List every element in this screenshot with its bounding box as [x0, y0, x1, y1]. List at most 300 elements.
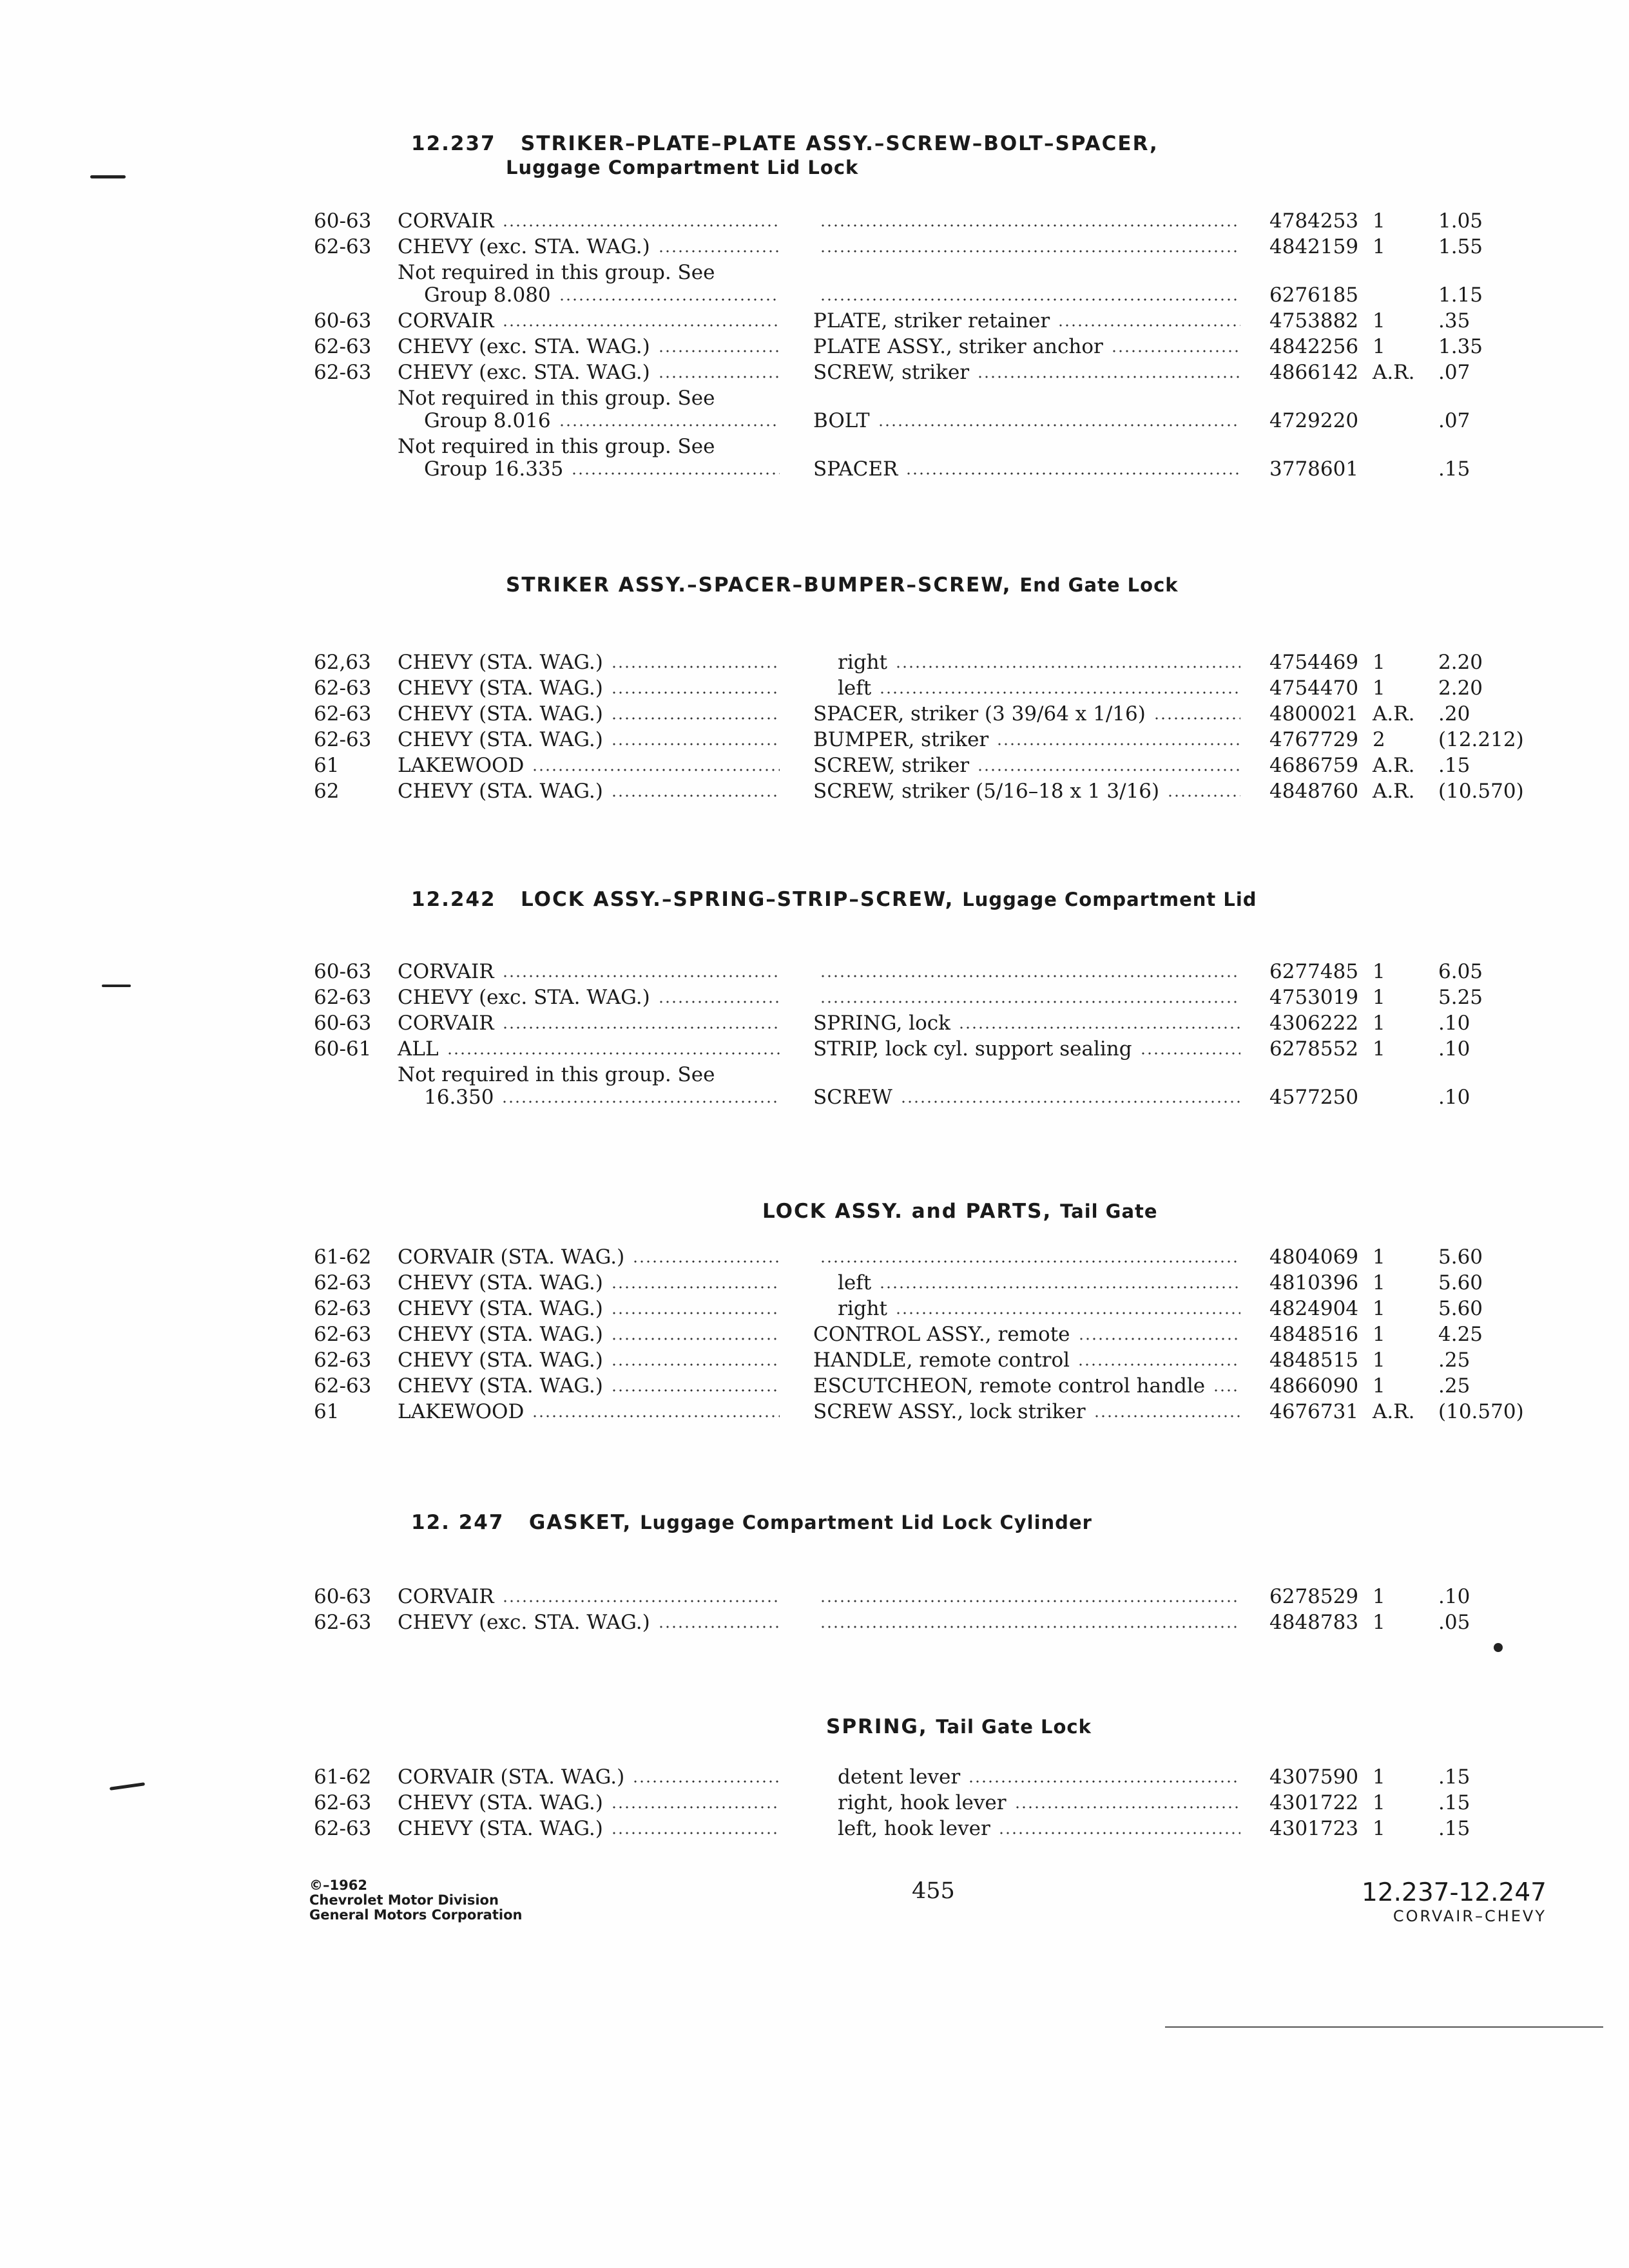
- part-number-cell: 4306222: [1269, 1012, 1359, 1035]
- table-row: [0, 1323, 1629, 1349]
- leader-dots: [820, 1260, 1240, 1264]
- description-cell: PLATE ASSY., striker anchor: [813, 335, 1103, 358]
- binder-hole-mark: [90, 175, 126, 178]
- table-row: [0, 387, 1629, 412]
- description-cell: left: [838, 677, 872, 700]
- price-cell: .15: [1438, 754, 1470, 777]
- part-number-cell: 4767729: [1269, 728, 1359, 751]
- price-cell: 1.15: [1438, 284, 1483, 307]
- price-cell: .10: [1438, 1012, 1470, 1035]
- table-row: [0, 728, 1629, 754]
- quantity-cell: 1: [1373, 1817, 1385, 1840]
- leader-dots: [820, 1000, 1240, 1004]
- table-row: [0, 235, 1629, 261]
- part-number-cell: 4676731: [1269, 1400, 1359, 1423]
- table-row: [0, 1012, 1629, 1037]
- application-cell: CHEVY (STA. WAG.): [398, 702, 603, 726]
- section-heading-12-247: [411, 1511, 1092, 1534]
- part-number-cell: 4754470: [1269, 677, 1359, 700]
- leader-dots: [532, 768, 780, 772]
- leader-dots: [611, 1337, 780, 1341]
- leader-dots: [658, 375, 780, 379]
- quantity-cell: 1: [1373, 1585, 1385, 1608]
- price-cell: .20: [1438, 702, 1470, 726]
- section-title: STRIKER–PLATE–PLATE ASSY.–SCREW–BOLT–SPACER,: [521, 132, 1159, 155]
- table-row: [0, 209, 1629, 235]
- model-years-cell: 60-63: [314, 309, 372, 332]
- model-years-cell: 62-63: [314, 1611, 372, 1634]
- description-cell: BOLT: [813, 409, 870, 432]
- application-cell: CHEVY (exc. STA. WAG.): [398, 235, 650, 258]
- section-subtitle: Luggage Compartment Lid Lock Cylinder: [640, 1512, 1092, 1533]
- table-row: [0, 1271, 1629, 1297]
- description-cell: SPACER, striker (3 39/64 x 1/16): [813, 702, 1146, 726]
- table-row: [0, 702, 1629, 728]
- leader-dots: [1213, 1389, 1240, 1392]
- leader-dots: [1078, 1337, 1240, 1341]
- bottom-rule: [1165, 2026, 1603, 2028]
- table-row: [0, 457, 1629, 483]
- part-number-cell: 6276185: [1269, 284, 1359, 307]
- application-cell: Not required in this group. See: [398, 387, 715, 410]
- model-years-cell: 60-63: [314, 1012, 372, 1035]
- quantity-cell: 1: [1373, 651, 1385, 674]
- application-cell: CHEVY (exc. STA. WAG.): [398, 986, 650, 1009]
- model-years-cell: 62-63: [314, 702, 372, 726]
- application-cell: Group 16.335: [424, 457, 564, 481]
- leader-dots: [820, 224, 1240, 227]
- application-cell: CHEVY (exc. STA. WAG.): [398, 335, 650, 358]
- section-title: LOCK ASSY.–SPRING–STRIP–SCREW,: [521, 888, 954, 911]
- leader-dots: [658, 249, 780, 253]
- description-cell: left, hook lever: [838, 1817, 990, 1840]
- publisher-line-1: Chevrolet Motor Division: [309, 1892, 499, 1908]
- table-row: [0, 335, 1629, 361]
- application-cell: CHEVY (STA. WAG.): [398, 1791, 603, 1814]
- leader-dots: [1014, 1805, 1240, 1809]
- part-number-cell: 6278529: [1269, 1585, 1359, 1608]
- quantity-cell: A.R.: [1373, 1400, 1415, 1423]
- leader-dots: [611, 1285, 780, 1289]
- description-cell: right: [838, 1297, 888, 1320]
- leader-dots: [611, 691, 780, 695]
- description-cell: SCREW, striker: [813, 361, 970, 384]
- part-number-cell: 4577250: [1269, 1086, 1359, 1109]
- part-number-cell: 4753882: [1269, 309, 1359, 332]
- leader-dots: [958, 1026, 1240, 1030]
- leader-dots: [977, 375, 1240, 379]
- part-number-cell: 6277485: [1269, 960, 1359, 983]
- price-cell: (10.570): [1438, 780, 1524, 803]
- leader-dots: [1153, 716, 1240, 720]
- quantity-cell: 1: [1373, 335, 1385, 358]
- leader-dots: [879, 1285, 1240, 1289]
- table-row: [0, 409, 1629, 435]
- table-row: [0, 361, 1629, 387]
- leader-dots: [611, 1831, 780, 1835]
- price-cell: .15: [1438, 1791, 1470, 1814]
- leader-dots: [502, 1026, 780, 1030]
- price-cell: 6.05: [1438, 960, 1483, 983]
- price-cell: .15: [1438, 1817, 1470, 1840]
- leader-dots: [611, 1363, 780, 1367]
- model-years-cell: 62-63: [314, 677, 372, 700]
- leader-dots: [559, 423, 780, 427]
- leader-dots: [501, 1100, 780, 1104]
- price-cell: 5.60: [1438, 1297, 1483, 1320]
- model-years-cell: 61: [314, 1400, 340, 1423]
- application-cell: CHEVY (exc. STA. WAG.): [398, 1611, 650, 1634]
- leader-dots: [611, 1311, 780, 1315]
- table-row: [0, 754, 1629, 780]
- section-subtitle: Tail Gate: [1060, 1200, 1158, 1222]
- section-subtitle: Luggage Compartment Lid: [962, 889, 1257, 910]
- leader-dots: [611, 742, 780, 746]
- table-row: [0, 1063, 1629, 1089]
- stray-ink-dot: [1494, 1643, 1503, 1652]
- table-row: [0, 1611, 1629, 1637]
- price-cell: 1.55: [1438, 235, 1483, 258]
- model-years-cell: 60-61: [314, 1037, 372, 1061]
- quantity-cell: 1: [1373, 1765, 1385, 1789]
- section-heading-spring-tail-gate: [826, 1715, 1092, 1738]
- price-cell: .07: [1438, 361, 1470, 384]
- model-years-cell: 62-63: [314, 235, 372, 258]
- table-row: [0, 1245, 1629, 1271]
- description-cell: HANDLE, remote control: [813, 1349, 1070, 1372]
- price-cell: 2.20: [1438, 677, 1483, 700]
- leader-dots: [820, 1625, 1240, 1629]
- quantity-cell: A.R.: [1373, 702, 1415, 726]
- application-cell: CORVAIR: [398, 1585, 494, 1608]
- model-years-cell: 62-63: [314, 1349, 372, 1372]
- part-number-cell: 4842159: [1269, 235, 1359, 258]
- leader-dots: [820, 298, 1240, 302]
- application-cell: CHEVY (STA. WAG.): [398, 728, 603, 751]
- description-cell: SPRING, lock: [813, 1012, 950, 1035]
- table-row: [0, 261, 1629, 287]
- description-cell: SPACER: [813, 457, 898, 481]
- quantity-cell: 1: [1373, 1349, 1385, 1372]
- description-cell: STRIP, lock cyl. support sealing: [813, 1037, 1132, 1061]
- description-cell: left: [838, 1271, 872, 1294]
- group-range: 12.237-12.247: [1362, 1878, 1547, 1907]
- price-cell: .05: [1438, 1611, 1470, 1634]
- leader-dots: [977, 768, 1240, 772]
- description-cell: PLATE, striker retainer: [813, 309, 1050, 332]
- application-cell: Group 8.016: [424, 409, 551, 432]
- leader-dots: [1094, 1414, 1240, 1418]
- section-heading-lock-assy-tail-gate: [762, 1200, 1158, 1223]
- leader-dots: [879, 691, 1240, 695]
- table-row: [0, 960, 1629, 986]
- quantity-cell: 1: [1373, 960, 1385, 983]
- leader-dots: [571, 472, 780, 476]
- model-years-cell: 61-62: [314, 1245, 372, 1269]
- price-cell: (12.212): [1438, 728, 1524, 751]
- part-number-cell: 4301723: [1269, 1817, 1359, 1840]
- application-cell: CHEVY (STA. WAG.): [398, 780, 603, 803]
- leader-dots: [658, 1625, 780, 1629]
- application-cell: LAKEWOOD: [398, 1400, 525, 1423]
- model-years-cell: 62: [314, 780, 340, 803]
- model-years-cell: 62-63: [314, 361, 372, 384]
- application-cell: CHEVY (STA. WAG.): [398, 1349, 603, 1372]
- part-number-cell: 3778601: [1269, 457, 1359, 481]
- page-number: 455: [912, 1878, 955, 1904]
- application-cell: CHEVY (STA. WAG.): [398, 1817, 603, 1840]
- section-heading-12-242: [411, 888, 1257, 911]
- description-cell: BUMPER, striker: [813, 728, 989, 751]
- application-cell: Not required in this group. See: [398, 1063, 715, 1086]
- part-number-cell: 4810396: [1269, 1271, 1359, 1294]
- section-title: GASKET,: [528, 1511, 632, 1534]
- application-cell: CHEVY (STA. WAG.): [398, 677, 603, 700]
- price-cell: 4.25: [1438, 1323, 1483, 1346]
- leader-dots: [820, 974, 1240, 978]
- section-number: 12. 247: [411, 1511, 505, 1534]
- price-cell: 1.05: [1438, 209, 1483, 233]
- part-number-cell: 4784253: [1269, 209, 1359, 233]
- part-number-cell: 4848783: [1269, 1611, 1359, 1634]
- leader-dots: [998, 1831, 1240, 1835]
- application-cell: CORVAIR (STA. WAG.): [398, 1765, 625, 1789]
- description-cell: SCREW, striker (5/16–18 x 1 3/16): [813, 780, 1160, 803]
- table-row: [0, 1297, 1629, 1323]
- part-number-cell: 6278552: [1269, 1037, 1359, 1061]
- quantity-cell: 1: [1373, 1037, 1385, 1061]
- leader-dots: [611, 665, 780, 669]
- part-number-cell: 4729220: [1269, 409, 1359, 432]
- section-subtitle: Luggage Compartment Lid Lock: [506, 157, 859, 178]
- table-row: [0, 435, 1629, 461]
- price-cell: .25: [1438, 1349, 1470, 1372]
- part-number-cell: 4804069: [1269, 1245, 1359, 1269]
- table-row: [0, 651, 1629, 677]
- model-years-cell: 61-62: [314, 1765, 372, 1789]
- leader-dots: [611, 794, 780, 798]
- leader-dots: [632, 1780, 780, 1783]
- quantity-cell: 1: [1373, 677, 1385, 700]
- description-cell: right, hook lever: [838, 1791, 1007, 1814]
- description-cell: right: [838, 651, 888, 674]
- model-years-cell: 62-63: [314, 1297, 372, 1320]
- copyright-block: [309, 1878, 522, 1923]
- application-cell: CHEVY (STA. WAG.): [398, 1271, 603, 1294]
- part-number-cell: 4842256: [1269, 335, 1359, 358]
- leader-dots: [1140, 1052, 1240, 1055]
- quantity-cell: A.R.: [1373, 361, 1415, 384]
- section-number: 12.242: [411, 888, 496, 911]
- table-row: [0, 1037, 1629, 1063]
- leader-dots: [658, 349, 780, 353]
- quantity-cell: 1: [1373, 1271, 1385, 1294]
- model-years-cell: 62-63: [314, 1791, 372, 1814]
- part-number-cell: 4800021: [1269, 702, 1359, 726]
- table-row: [0, 1817, 1629, 1843]
- model-years-cell: 60-63: [314, 960, 372, 983]
- section-title: LOCK ASSY. and PARTS,: [762, 1200, 1052, 1223]
- leader-dots: [632, 1260, 780, 1264]
- part-number-cell: 4754469: [1269, 651, 1359, 674]
- application-cell: CHEVY (exc. STA. WAG.): [398, 361, 650, 384]
- application-cell: CORVAIR: [398, 209, 494, 233]
- price-cell: 5.60: [1438, 1271, 1483, 1294]
- model-years-cell: 62-63: [314, 1323, 372, 1346]
- group-range-block: [1362, 1878, 1547, 1925]
- application-cell: CHEVY (STA. WAG.): [398, 1374, 603, 1398]
- quantity-cell: 1: [1373, 1012, 1385, 1035]
- quantity-cell: A.R.: [1373, 780, 1415, 803]
- application-cell: LAKEWOOD: [398, 754, 525, 777]
- section-subtitle: Tail Gate Lock: [936, 1716, 1092, 1738]
- model-years-cell: 61: [314, 754, 340, 777]
- price-cell: .25: [1438, 1374, 1470, 1398]
- leader-dots: [1111, 349, 1240, 353]
- leader-dots: [611, 1389, 780, 1392]
- part-number-cell: 4824904: [1269, 1297, 1359, 1320]
- leader-dots: [895, 1311, 1240, 1315]
- leader-dots: [559, 298, 780, 302]
- description-cell: SCREW: [813, 1086, 892, 1109]
- section-title: SPRING,: [826, 1715, 928, 1738]
- application-cell: CORVAIR: [398, 1012, 494, 1035]
- leader-dots: [996, 742, 1240, 746]
- table-row: [0, 284, 1629, 309]
- leader-dots: [820, 249, 1240, 253]
- description-cell: SCREW ASSY., lock striker: [813, 1400, 1086, 1423]
- application-cell: 16.350: [424, 1086, 494, 1109]
- model-years-cell: 62-63: [314, 1817, 372, 1840]
- part-number-cell: 4301722: [1269, 1791, 1359, 1814]
- price-cell: 2.20: [1438, 651, 1483, 674]
- price-cell: 1.35: [1438, 335, 1483, 358]
- leader-dots: [905, 472, 1240, 476]
- part-number-cell: 4848760: [1269, 780, 1359, 803]
- table-row: [0, 986, 1629, 1012]
- model-years-cell: 62-63: [314, 986, 372, 1009]
- table-row: [0, 1585, 1629, 1611]
- price-cell: .10: [1438, 1037, 1470, 1061]
- model-years-cell: 60-63: [314, 209, 372, 233]
- description-cell: detent lever: [838, 1765, 961, 1789]
- model-years-cell: 60-63: [314, 1585, 372, 1608]
- table-row: [0, 309, 1629, 335]
- quantity-cell: 1: [1373, 1297, 1385, 1320]
- application-cell: CORVAIR: [398, 960, 494, 983]
- price-cell: .15: [1438, 457, 1470, 481]
- leader-dots: [502, 224, 780, 227]
- quantity-cell: 1: [1373, 986, 1385, 1009]
- part-number-cell: 4866142: [1269, 361, 1359, 384]
- model-years-cell: 62-63: [314, 728, 372, 751]
- description-cell: CONTROL ASSY., remote: [813, 1323, 1070, 1346]
- section-subtitle: End Gate Lock: [1019, 574, 1179, 596]
- table-row: [0, 1400, 1629, 1426]
- application-cell: CHEVY (STA. WAG.): [398, 1323, 603, 1346]
- quantity-cell: 1: [1373, 235, 1385, 258]
- quantity-cell: 1: [1373, 1611, 1385, 1634]
- price-cell: (10.570): [1438, 1400, 1524, 1423]
- part-number-cell: 4848515: [1269, 1349, 1359, 1372]
- application-cell: CHEVY (STA. WAG.): [398, 651, 603, 674]
- leader-dots: [878, 423, 1240, 427]
- table-row: [0, 1791, 1629, 1817]
- quantity-cell: 1: [1373, 1323, 1385, 1346]
- quantity-cell: 1: [1373, 1245, 1385, 1269]
- table-row: [0, 1349, 1629, 1374]
- quantity-cell: 1: [1373, 309, 1385, 332]
- model-years-cell: 62-63: [314, 1271, 372, 1294]
- model-line: CORVAIR–CHEVY: [1393, 1907, 1547, 1925]
- leader-dots: [532, 1414, 780, 1418]
- leader-dots: [820, 1599, 1240, 1603]
- price-cell: .10: [1438, 1585, 1470, 1608]
- model-years-cell: 62,63: [314, 651, 371, 674]
- application-cell: ALL: [398, 1037, 439, 1061]
- leader-dots: [447, 1052, 780, 1055]
- table-row: [0, 1374, 1629, 1400]
- application-cell: Not required in this group. See: [398, 435, 715, 458]
- price-cell: 5.25: [1438, 986, 1483, 1009]
- quantity-cell: A.R.: [1373, 754, 1415, 777]
- application-cell: Not required in this group. See: [398, 261, 715, 284]
- leader-dots: [1077, 1363, 1240, 1367]
- leader-dots: [895, 665, 1240, 669]
- copyright-line: ©–1962: [309, 1878, 367, 1893]
- section-title: STRIKER ASSY.–SPACER–BUMPER–SCREW,: [506, 573, 1012, 597]
- table-row: [0, 780, 1629, 805]
- description-cell: ESCUTCHEON, remote control handle: [813, 1374, 1206, 1398]
- leader-dots: [900, 1100, 1240, 1104]
- application-cell: CORVAIR: [398, 309, 494, 332]
- leader-dots: [658, 1000, 780, 1004]
- quantity-cell: 1: [1373, 209, 1385, 233]
- model-years-cell: 62-63: [314, 1374, 372, 1398]
- leader-dots: [968, 1780, 1240, 1783]
- section-heading-striker-assy: [506, 573, 1179, 597]
- application-cell: Group 8.080: [424, 284, 551, 307]
- model-years-cell: 62-63: [314, 335, 372, 358]
- application-cell: CORVAIR (STA. WAG.): [398, 1245, 625, 1269]
- section-number: 12.237: [411, 132, 496, 155]
- price-cell: .35: [1438, 309, 1470, 332]
- description-cell: SCREW, striker: [813, 754, 970, 777]
- price-cell: .10: [1438, 1086, 1470, 1109]
- section-heading-12-237: [411, 132, 1159, 155]
- part-number-cell: 4307590: [1269, 1765, 1359, 1789]
- binder-hole-mark: [102, 985, 131, 987]
- table-row: [0, 677, 1629, 702]
- price-cell: .07: [1438, 409, 1470, 432]
- quantity-cell: 1: [1373, 1791, 1385, 1814]
- part-number-cell: 4848516: [1269, 1323, 1359, 1346]
- leader-dots: [611, 1805, 780, 1809]
- table-row: [0, 1086, 1629, 1111]
- publisher-line-2: General Motors Corporation: [309, 1907, 523, 1923]
- table-row: [0, 1765, 1629, 1791]
- part-number-cell: 4686759: [1269, 754, 1359, 777]
- application-cell: CHEVY (STA. WAG.): [398, 1297, 603, 1320]
- leader-dots: [502, 1599, 780, 1603]
- leader-dots: [1167, 794, 1240, 798]
- leader-dots: [502, 323, 780, 327]
- price-cell: .15: [1438, 1765, 1470, 1789]
- part-number-cell: 4753019: [1269, 986, 1359, 1009]
- leader-dots: [502, 974, 780, 978]
- quantity-cell: 1: [1373, 1374, 1385, 1398]
- part-number-cell: 4866090: [1269, 1374, 1359, 1398]
